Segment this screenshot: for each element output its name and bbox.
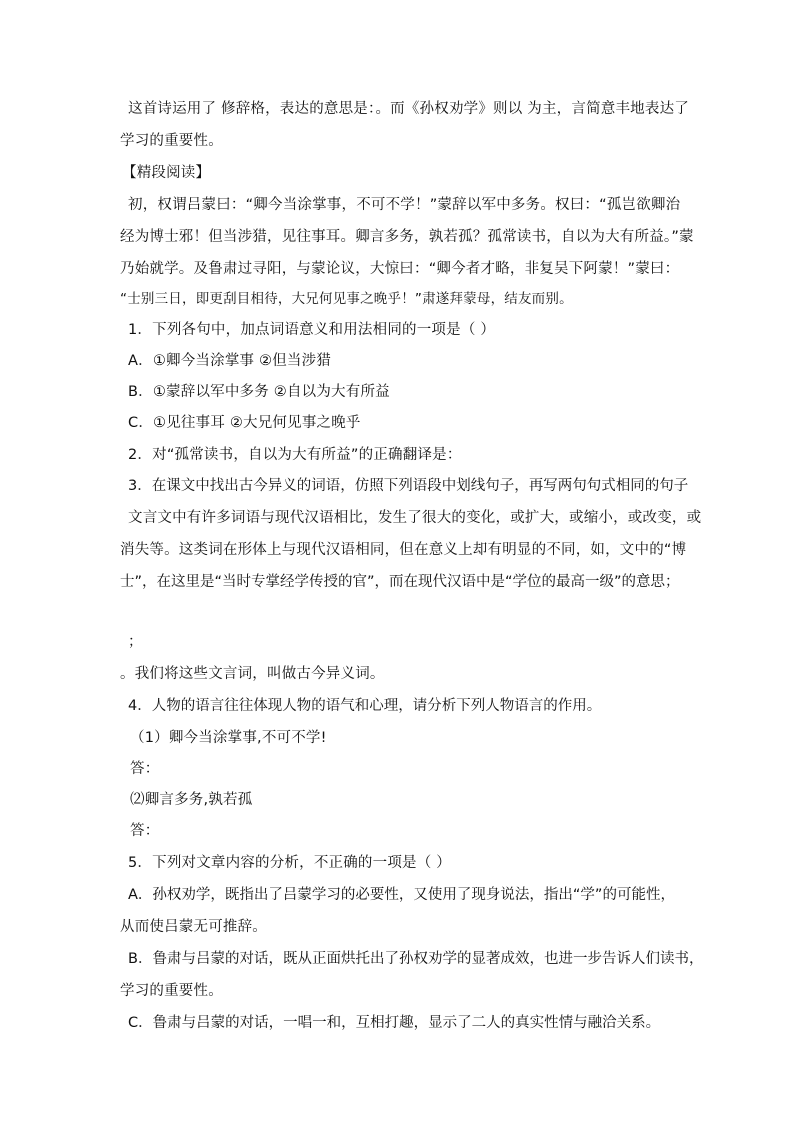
question-5-option-c: C．鲁肃与吕蒙的对话，一唱一和，互相打趣，显示了二人的真实性情与融洽关系。: [128, 1015, 661, 1031]
question-5-option-a-line-2: 从而使吕蒙无可推辞。: [120, 919, 267, 935]
question-4-item-2: ⑵卿言多务,孰若孤: [130, 792, 253, 808]
question-3-text-line-4: 。我们将这些文言词，叫做古今异义词。: [120, 666, 385, 682]
question-4-answer-1: 答：: [130, 761, 160, 777]
passage-line-1: 初，权谓吕蒙曰：“卿今当涂掌事，不可不学！”蒙辞以军中多务。权曰：“孤岂欲卿治: [128, 197, 681, 213]
question-4-item-1: （1）卿今当涂掌事,不可不学!: [130, 730, 327, 746]
question-5-option-a-line-1: A．孙权劝学，既指出了吕蒙学习的必要性，又使用了现身说法，指出“学”的可能性，: [128, 887, 675, 903]
question-3-blank-line: ；: [128, 634, 143, 650]
question-1-option-c: C．①见往事耳 ②大兄何见事之晚乎: [128, 415, 361, 431]
question-3-text-line-1: 文言文中有许多词语与现代汉语相比，发生了很大的变化，或扩大，或缩小，或改变，或: [128, 510, 702, 526]
intro-line-2: 学习的重要性。: [120, 133, 223, 149]
section-heading: 【精段阅读】: [122, 165, 211, 181]
question-3: 3．在课文中找出古今异义的词语，仿照下列语段中划线句子，再写两句句式相同的句子: [128, 478, 689, 494]
passage-line-3: 乃始就学。及鲁肃过寻阳，与蒙论议，大惊曰：“卿今者才略，非复吴下阿蒙！”蒙曰：: [120, 261, 680, 277]
question-3-text-line-3: 士”，在这里是“当时专掌经学传授的官”，而在现代汉语中是“学位的最高一级”的意思；: [120, 574, 680, 590]
question-4: 4．人物的语言往往体现人物的语气和心理，请分析下列人物语言的作用。: [128, 698, 602, 714]
intro-line-1: 这首诗运用了 修辞格，表达的意思是：。而《孙权劝学》则以 为主，言简意丰地表达了: [128, 101, 689, 117]
question-5-option-b-line-2: 学习的重要性。: [120, 983, 223, 999]
question-5-option-b-line-1: B．鲁肃与吕蒙的对话，既从正面烘托出了孙权劝学的显著成效，也进一步告诉人们读书，: [128, 951, 704, 967]
question-1-option-b: B．①蒙辞以军中多务 ②自以为大有所益: [128, 384, 390, 400]
passage-line-2: 经为博士邪！但当涉猎，见往事耳。卿言多务，孰若孤？孤常读书，自以为大有所益。”蒙: [120, 229, 694, 245]
question-1: 1．下列各句中，加点词语意义和用法相同的一项是（ ）: [128, 322, 496, 338]
question-1-option-a: A．①卿今当涂掌事 ②但当涉猎: [128, 353, 332, 369]
question-4-answer-2: 答：: [130, 823, 160, 839]
question-2: 2．对“孤常读书，自以为大有所益”的正确翻译是：: [128, 447, 462, 463]
passage-line-4: “士别三日，即更刮目相待，大兄何见事之晚乎！”肃遂拜蒙母，结友而别。: [120, 291, 573, 307]
question-3-text-line-2: 消失等。这类词在形体上与现代汉语相同，但在意义上却有明显的不同，如，文中的“博: [120, 542, 687, 558]
question-5: 5．下列对文章内容的分析，不正确的一项是（ ）: [128, 855, 451, 871]
